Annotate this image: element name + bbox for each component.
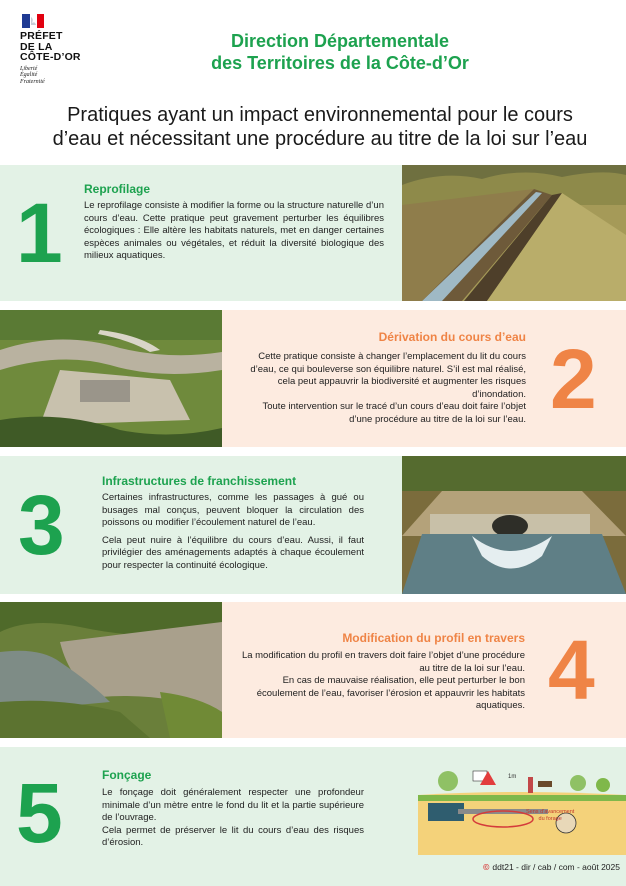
footer-credit-text: ddt21 - dir / cab / com - août 2025 bbox=[492, 862, 620, 872]
section-3-title: Infrastructures de franchissement bbox=[102, 474, 297, 488]
section-2-paragraph-1: Cette pratique consiste à changer l’emplacement du lit du cours d’eau, ce qui bouleverse son équilibre naturel. S’il est mal réalisé, cela peut appauvrir la biodiversité et augmenter les risques d’inondation. bbox=[250, 351, 526, 400]
section-2-number: 2 bbox=[550, 332, 597, 426]
section-5-paragraph-2: Cela permet de préserver le lit du cours d’eau des risques d’érosion. bbox=[102, 824, 364, 849]
section-3-number: 3 bbox=[18, 478, 65, 572]
logo-wordmark bbox=[20, 31, 100, 63]
section-3-text bbox=[102, 492, 364, 573]
page-title-line1: Pratiques ayant un impact environnemental pour le cours bbox=[67, 104, 573, 126]
logo-line-3: CÔTE-D’OR bbox=[20, 51, 81, 63]
section-2-text bbox=[250, 351, 526, 427]
section-2-title: Dérivation du cours d’eau bbox=[378, 330, 526, 344]
profil-travers-photo bbox=[0, 602, 222, 738]
direction-title bbox=[140, 30, 540, 74]
direction-title-line1: Direction Départementale bbox=[230, 31, 450, 51]
derivation-photo bbox=[0, 310, 222, 447]
devise-fraternite: Fraternité bbox=[20, 78, 45, 85]
copyright-icon: © bbox=[483, 862, 490, 872]
diagram-depth-label: 1m bbox=[508, 774, 517, 780]
section-2-paragraph-2: Toute intervention sur le tracé d’un cours d’eau doit faire l’objet d’une procédure au titre de la loi sur l’eau. bbox=[262, 401, 526, 425]
logo-line-1: PRÉFET bbox=[20, 30, 63, 42]
section-4-title: Modification du profil en travers bbox=[342, 631, 525, 645]
section-4-paragraph-1: La modification du profil en travers doit faire l’objet d’une procédure au titre de la loi sur l’eau. bbox=[241, 650, 525, 674]
page-header bbox=[0, 0, 626, 160]
footer-credit bbox=[420, 862, 620, 872]
section-3-paragraph-1: Certaines infrastructures, comme les passages à gué ou busages mal conçus, peuvent bloquer la circulation des poissons ou modifier l’écoulement naturel de l’eau. bbox=[102, 492, 364, 529]
section-5-title: Fonçage bbox=[102, 768, 152, 782]
direction-title-line2: des Territoires de la Côte-d’Or bbox=[211, 53, 469, 73]
diagram-direction-line2: du forage bbox=[538, 815, 562, 822]
french-flag-icon bbox=[22, 14, 44, 28]
page-title-line2: d’eau et nécessitant une procédure au titre de la loi sur l’eau bbox=[52, 128, 588, 150]
section-4-number: 4 bbox=[548, 623, 595, 717]
section-5-text bbox=[102, 787, 364, 850]
section-1-number: 1 bbox=[16, 186, 63, 280]
section-4-text bbox=[240, 650, 525, 713]
section-5-number: 5 bbox=[16, 766, 63, 860]
section-5-paragraph-1: Le fonçage doit généralement respecter une profondeur minimale d’un mètre entre le fond du lit et la partie supérieure de l’ouvrage. bbox=[102, 787, 364, 824]
prefet-logo bbox=[20, 14, 100, 85]
logo-devise bbox=[20, 66, 100, 86]
section-3-band bbox=[0, 456, 626, 594]
diagram-direction-label bbox=[526, 809, 574, 822]
diagram-direction-line1: Sens d’avancement bbox=[526, 809, 575, 815]
section-2-band bbox=[0, 310, 626, 447]
section-1-title: Reprofilage bbox=[84, 182, 151, 196]
section-1-band bbox=[0, 165, 626, 301]
section-1-paragraph-1: Le reprofilage consiste à modifier la forme ou la structure naturelle d’un cours d’eau. Cette pratique peut gravement perturber les équilibres écologiques : Elle altère les habitats naturels, met en danger certaines espèces animales ou végétales, et réduit la diversité biologique des milieux aquatiques. bbox=[84, 200, 384, 262]
foncage-diagram bbox=[418, 751, 626, 855]
section-4-paragraph-2: En cas de mauvaise réalisation, elle peut perturber le bon écoulement de l’eau, favoriser l’érosion et appauvrir les habitats aquatiques. bbox=[256, 675, 525, 712]
section-1-text bbox=[84, 200, 384, 263]
section-4-band bbox=[0, 602, 626, 738]
section-3-paragraph-2: Cela peut nuire à l’équilibre du cours d’eau. Aussi, il faut privilégier des aménagements adaptés à chaque écoulement pour respecter la continuité écologique. bbox=[102, 534, 364, 571]
logo-line-2: DE LA bbox=[20, 40, 53, 53]
devise-liberte: Liberté bbox=[20, 65, 38, 72]
reprofilage-photo bbox=[402, 165, 626, 301]
franchissement-photo bbox=[402, 456, 626, 594]
page-title bbox=[20, 103, 620, 151]
devise-egalite: Égalité bbox=[20, 72, 38, 78]
